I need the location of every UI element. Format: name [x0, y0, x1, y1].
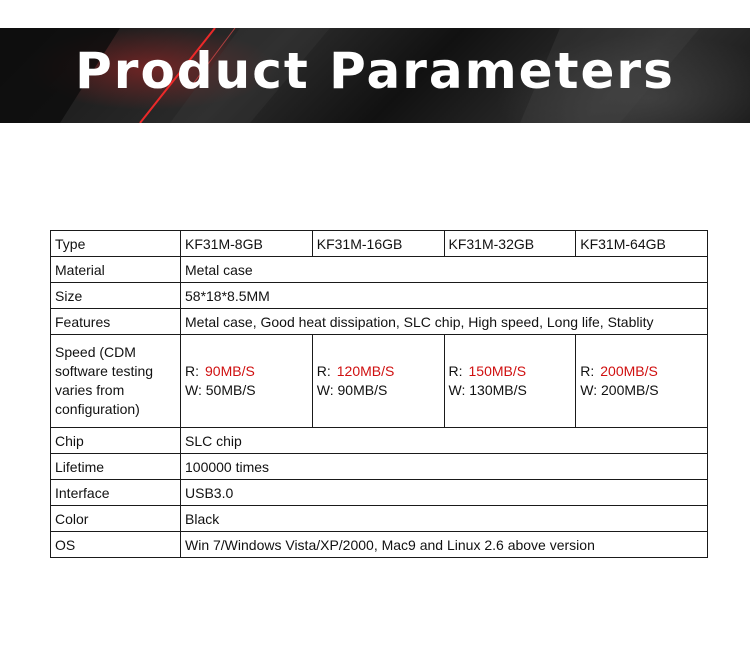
table-row-speed: [51, 335, 708, 428]
row-value: 100000 times: [181, 454, 708, 480]
page-title: Product Parameters: [75, 42, 675, 100]
write-prefix: W:: [185, 382, 202, 398]
row-value: USB3.0: [181, 480, 708, 506]
speed-cell: [444, 335, 576, 428]
read-prefix: R:: [185, 363, 199, 379]
table-row-features: [51, 309, 708, 335]
row-value: Metal case: [181, 257, 708, 283]
row-label: Interface: [51, 480, 181, 506]
speed-label-line: software testing: [55, 363, 154, 379]
speed-label-line: Speed (CDM: [55, 344, 136, 360]
speed-cell: [576, 335, 708, 428]
speed-cell: [181, 335, 313, 428]
row-value: SLC chip: [181, 428, 708, 454]
row-label: Chip: [51, 428, 181, 454]
write-speed: 50MB/S: [205, 382, 256, 398]
model-cell: KF31M-32GB: [444, 231, 576, 257]
row-label: Color: [51, 506, 181, 532]
row-label: Size: [51, 283, 181, 309]
speed-label-line: varies from: [55, 382, 125, 398]
model-cell: KF31M-8GB: [181, 231, 313, 257]
table-row-color: [51, 506, 708, 532]
row-label: Features: [51, 309, 181, 335]
write-prefix: W:: [316, 382, 334, 398]
table-row-size: [51, 283, 708, 309]
row-label: Type: [51, 231, 181, 257]
table-row-chip: [51, 428, 708, 454]
row-value: 58*18*8.5MM: [181, 283, 708, 309]
table-row-interface: [51, 480, 708, 506]
write-speed: 130MB/S: [469, 382, 527, 398]
row-label: [51, 335, 181, 428]
row-label: Lifetime: [51, 454, 181, 480]
table-row-type: [51, 231, 708, 257]
write-prefix: W:: [448, 382, 466, 398]
model-cell: KF31M-16GB: [312, 231, 444, 257]
write-speed: 90MB/S: [337, 382, 388, 398]
row-label: Material: [51, 257, 181, 283]
row-value: Metal case, Good heat dissipation, SLC chip, High speed, Long life, Stablity: [181, 309, 708, 335]
read-speed: 120MB/S: [336, 363, 395, 379]
read-speed: 150MB/S: [468, 363, 527, 379]
read-speed: 90MB/S: [205, 363, 255, 379]
speed-label-line: configuration): [55, 401, 140, 417]
table-row-material: [51, 257, 708, 283]
read-prefix: R:: [316, 363, 331, 379]
model-cell: KF31M-64GB: [576, 231, 708, 257]
table-row-lifetime: [51, 454, 708, 480]
row-value: Black: [181, 506, 708, 532]
speed-cell: [312, 335, 444, 428]
product-parameters-table: [50, 230, 708, 558]
write-speed: 200MB/S: [601, 382, 659, 398]
write-prefix: W:: [580, 382, 598, 398]
row-label: OS: [51, 532, 181, 558]
table-row-os: [51, 532, 708, 558]
read-prefix: R:: [448, 363, 463, 379]
header-banner: [0, 28, 750, 123]
read-speed: 200MB/S: [600, 363, 658, 379]
row-value: Win 7/Windows Vista/XP/2000, Mac9 and Linux 2.6 above version: [181, 532, 708, 558]
read-prefix: R:: [580, 363, 595, 379]
